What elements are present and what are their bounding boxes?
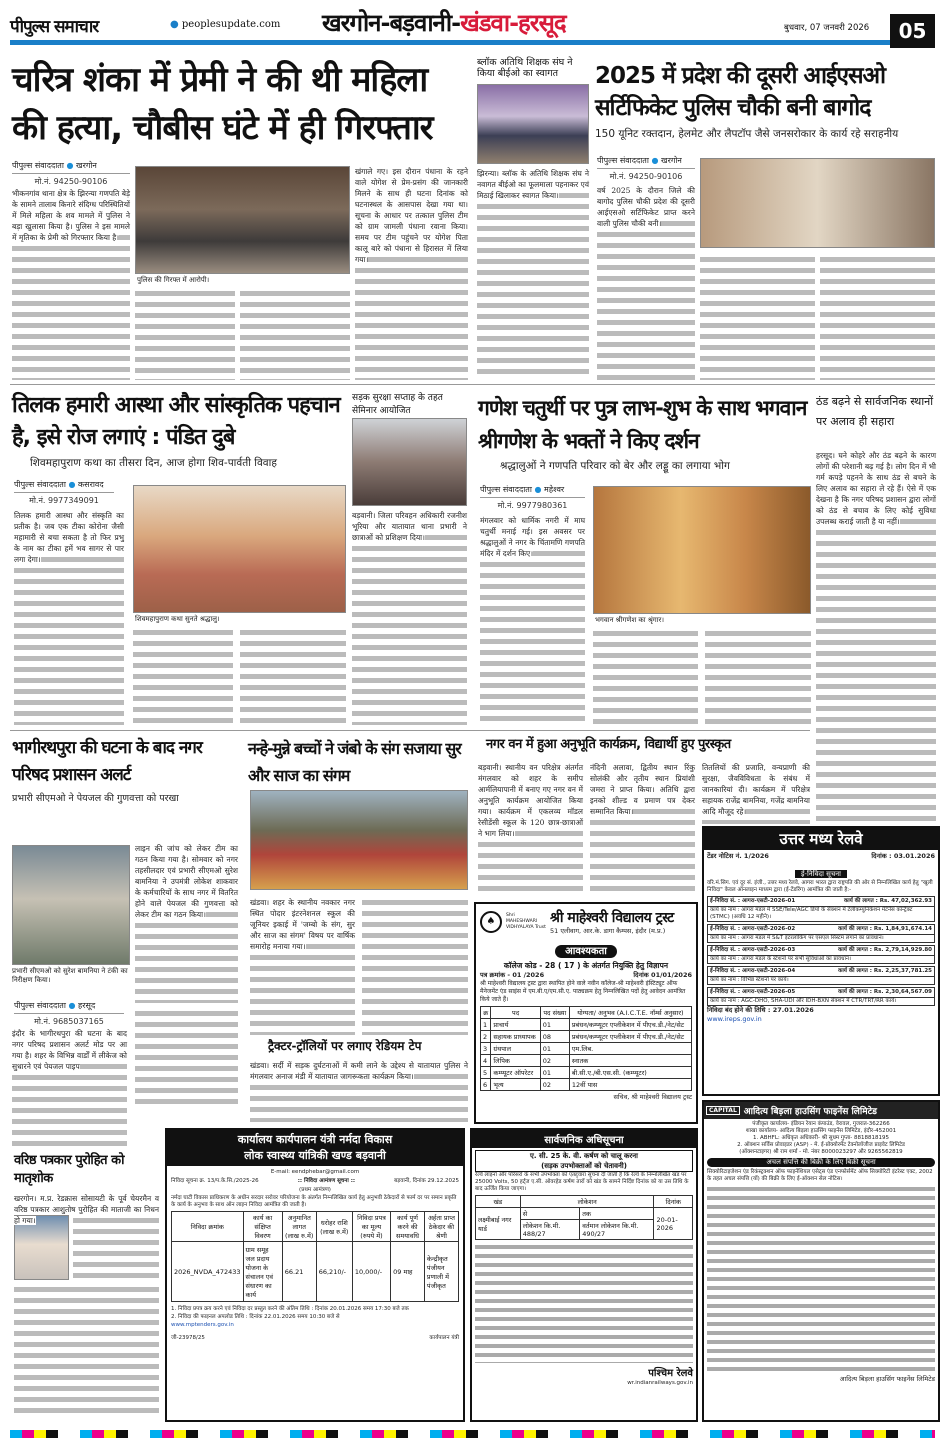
tender-item bbox=[707, 987, 935, 1006]
cell: 01 bbox=[540, 1043, 569, 1055]
divider bbox=[10, 730, 810, 731]
tender-number: ई-निविदा सं. : आगरा-एसटी-2026-01 bbox=[710, 898, 796, 904]
ad-website[interactable]: wr.indianrailways.gov.in bbox=[627, 1380, 693, 1386]
cell: 2 bbox=[481, 1031, 491, 1043]
tender-cost: कार्य की लागत : Rs. 47,02,362.93 bbox=[844, 898, 932, 904]
story-headline: नन्हे-मुन्ने बच्चों ने जंबो के संग सजाया सुर और साज का संगम bbox=[248, 739, 461, 785]
mobile: मो.नं. 94250-90106 bbox=[34, 177, 108, 186]
story-subhead: प्रभारी सीएमओ ने पेयजल की गुणवत्ता को परखा bbox=[12, 793, 179, 804]
tender-cost: कार्य की लागत : Rs. 2,79,14,929.80 bbox=[838, 947, 932, 953]
cell: ग्राम समूह जल प्रदाय योजना के संचालन एवं संधारण का कार्य bbox=[243, 1242, 282, 1302]
col-header: धरोहर राशि (लाख रु.में) bbox=[316, 1212, 352, 1242]
ad-body: नर्मदा घाटी विकास प्राधिकरण के अधीन सरदार सरोवर परियोजना के अंतर्गत निम्नलिखित कार्य हेतु अनुभवी ठेकेदारों से फार्म दर पर समान प्रकृति के कार्य के अनुभव के साथ ऑन लाइन निविदा आमंत्रित की जाती है। bbox=[171, 1195, 457, 1208]
col-header: योग्यता/ अनुभव (A.I.C.T.E. नॉर्म्स अनुसार) bbox=[569, 1007, 691, 1019]
ad-date: दिनांक : 03.01.2026 bbox=[871, 852, 935, 860]
ad-email[interactable]: E-mail: eendphebar@gmail.com bbox=[270, 1169, 360, 1175]
ad-title: श्री माहेश्वरी विद्यालय ट्रस्ट bbox=[550, 910, 674, 926]
police-post-photo bbox=[700, 158, 935, 248]
tender-work: कार्य का नाम : आगरा मंडल में S&T इंटरलॉकिंग पर एसएल सिस्टम लगाने का प्रावधान। bbox=[710, 935, 884, 941]
reporter: पीपुल्स संवाददाता bbox=[597, 156, 649, 165]
story-headline: सड़क सुरक्षा सप्ताह के तहत सेमिनार आयोजित bbox=[352, 393, 443, 416]
ad-signature: आदित्य बिड़ला हाउसिंग फाइनेंस लिमिटेड bbox=[839, 1375, 935, 1383]
mobile: मो.नं. 94250-90106 bbox=[609, 172, 683, 181]
welcome-photo bbox=[477, 84, 589, 164]
mobile: मो.नं. 9685037165 bbox=[34, 1017, 104, 1026]
tender-work: कार्य का नाम : आगरा मंडल के स्टेशनों पर सभी सुविधाओं का प्रावधान। bbox=[710, 956, 852, 962]
reporter: पीपुल्स संवाददाता bbox=[480, 485, 532, 494]
story-body bbox=[135, 288, 235, 380]
trust-logo-icon: ♠ bbox=[480, 911, 502, 933]
header-rule bbox=[10, 40, 890, 45]
cell: लोकेशन कि.मी. 488/27 bbox=[520, 1220, 579, 1240]
cell: लक्ष्मीबाई नगर यार्ड bbox=[476, 1208, 521, 1240]
ad-brand: पश्चिम रेलवे bbox=[648, 1368, 693, 1379]
ad-contact: 1. ABHFL: अधिकृत अधिकारी- श्री सुधम गुप्ता- 8818818195 bbox=[753, 1135, 889, 1141]
cell: 1 bbox=[481, 1019, 491, 1031]
story-subhead: 150 यूनिट रक्तदान, हेलमेट और लैपटॉप जैसे जनसरोकार के कार्य रहे सराहनीय bbox=[595, 128, 899, 140]
col-header: अर्हता प्राप्त ठेकेदार की श्रेणी bbox=[424, 1212, 458, 1242]
ad-banner: आवश्यकता bbox=[555, 945, 617, 958]
cell: 3 bbox=[481, 1043, 491, 1055]
story-body: मंगलवार को धार्मिक नगरी में माघ चतुर्थी मनाई गई। इस अवसर पर श्रद्धालुओं ने नगर के चिंतामणि गणपति मंदिर में दर्शन किए। bbox=[480, 515, 585, 725]
byline: पीपुल्स संवाददाता ● खरगोन मो.नं. 94250-90106 bbox=[12, 160, 130, 187]
seminar-photo bbox=[352, 418, 467, 506]
tender-cost: कार्य की लागत : Rs. 1,84,91,674.14 bbox=[838, 926, 932, 932]
story-body bbox=[820, 254, 935, 380]
tender-number: ई-निविदा सं. : आगरा-एसटी-2026-04 bbox=[710, 968, 796, 974]
ad-north-central-railway bbox=[702, 826, 940, 1096]
tender-item bbox=[707, 966, 935, 985]
story-headline: 2025 में प्रदेश की दूसरी आईएसओ सर्टिफिकेट पुलिस चौकी बनी बागोद bbox=[595, 63, 886, 121]
ad-banner: अचल संपत्ति की बिक्री के लिए बिक्री सूचना bbox=[707, 1158, 935, 1167]
cell: 02 bbox=[540, 1079, 569, 1091]
table-row bbox=[481, 1079, 692, 1091]
cell: प्राचार्य bbox=[491, 1019, 540, 1031]
globe-icon: ● bbox=[170, 19, 182, 30]
table-row bbox=[481, 1019, 692, 1031]
ad-title-2: लोक स्वास्थ्य यांत्रिकी खण्ड बड़वानी bbox=[244, 1149, 386, 1162]
section-table bbox=[475, 1195, 693, 1240]
story-body: नंदिनी अलावा, द्वितीय स्थान रिंकु सोलंकी और तृतीय स्थान प्रियांशी जमरा ने प्राप्त किया। अतिथि द्वारा इनको शील्ड व प्रमाण पत्र देकर सम्मानित किया। bbox=[590, 762, 695, 894]
reporter: पीपुल्स संवाददाता bbox=[14, 1001, 66, 1010]
col-header: लोकेशन bbox=[520, 1196, 654, 1208]
tender-cost: कार्य की लागत : Rs. 2,30,64,567.09 bbox=[838, 989, 932, 995]
issue-date: बुधवार, 07 जनवरी 2026 bbox=[784, 23, 870, 33]
section-title-black: खरगोन-बड़वानी- bbox=[322, 9, 461, 37]
ad-aditya-birla bbox=[702, 1100, 940, 1422]
story-headline: चरित्र शंका में प्रेमी ने की थी महिला की हत्या, चौबीस घंटे में ही गिरफ्तार bbox=[12, 60, 433, 148]
story-body: तितलियों की प्रजाति, वन्यप्राणी की सुरक्षा, जैवविविधता के संबंध में जानकारियां दी। कार्यक्रम में परिक्षेत्र सहायक राजेंद्र बामनिया, गजेंद्र बामनिया आदि मौजूद रहे। bbox=[702, 762, 810, 824]
story-body: बड़वानी। स्थानीय वन परिक्षेत्र अंतर्गत मंगलवार को शहर के समीप आर्मलियापानी में बनाए गए नगर वन में अनुभूति कार्यक्रम आयोजित किया गया। कार्यक्रम में एकलव्य मॉडल रेसीडेंसी स्कूल के 120 छात्र-छात्राओं ने भाग लिया। bbox=[478, 762, 583, 894]
col-header: कार्य का संक्षिप्त विवरण bbox=[243, 1212, 282, 1242]
col-header: निविदा प्रपत्र का मूल्य (रुपये में) bbox=[352, 1212, 390, 1242]
story-body: खंडवा। शहर के स्थानीय नवकार नगर स्थित पोदार इंटरनेशनल स्कूल की जूनियर इकाई में 'जम्बो के संग, सुर और साज का संगम' विषय पर वार्षिक समारोह मनाया गया। bbox=[250, 897, 355, 1035]
ad-subtitle: ए. सी. 25 के. वी. कर्षण को चालू करना bbox=[530, 1152, 638, 1160]
ad-footer: निविदा बंद होने की तिथि : 27.01.2026 bbox=[707, 1006, 814, 1014]
story-headline: ठंड बढ़ने से सार्वजनिक स्थानों पर अलाव ही सहारा bbox=[816, 395, 934, 428]
place: हरसूद bbox=[78, 1001, 96, 1010]
ad-notice: :: निविदा आमंत्रण सूचना :: bbox=[297, 1178, 356, 1184]
story-headline: तिलक हमारी आस्था और सांस्कृतिक पहचान है, इसे रोज लगाएं : पंडित दुबे bbox=[12, 393, 340, 450]
ad-body: सिक्योरिटाइजेशन एंड रिकंस्ट्रक्शन ऑफ फाइनेंशियल एसेट्स एंड एनफोर्समेंट ऑफ सिक्योरिटी इंटरेस्ट एक्ट, 2002 के तहत अचल संपत्ति (यों) की बिक्री के लिए ई-ऑक्शन सेल नोटिस। bbox=[707, 1169, 933, 1182]
story-body: वर्ष 2025 के दौरान जिले की बागोद पुलिस चौकी प्रदेश की दूसरी आईएसओ सर्टिफिकेट प्राप्त करने वाली पुलिस चौकी बनी। bbox=[597, 185, 695, 380]
cell: 08 bbox=[540, 1031, 569, 1043]
page-number: 05 bbox=[890, 14, 935, 48]
ganesh-photo bbox=[593, 486, 811, 614]
story-subhead: शिवमहापुराण कथा का तीसरा दिन, आज होगा शिव-पार्वती विवाह bbox=[30, 457, 277, 469]
cell: 09 माह bbox=[391, 1242, 425, 1302]
col-header: अनुमानित लागत (लाख रु.में) bbox=[282, 1212, 316, 1242]
photo-caption: शिवमहापुराण कथा सुनते श्रद्धालु। bbox=[135, 615, 220, 623]
story-body bbox=[133, 627, 233, 725]
tender-item bbox=[707, 945, 935, 964]
cell: तक bbox=[580, 1208, 654, 1220]
arrest-photo bbox=[135, 166, 350, 274]
cell: प्रबंधन/कम्प्यूटर एप्लीकेशन में पीएच.डी./नेट/सेट bbox=[569, 1019, 691, 1031]
birla-logo: CAPITAL bbox=[706, 1106, 740, 1115]
col-header: कार्य पूर्ण करने की समयावधि bbox=[391, 1212, 425, 1242]
ad-address: 51 एलीवाग, आर.के. डागा कैम्पस, इंदौर (म.प्र.) bbox=[550, 927, 666, 935]
divider bbox=[10, 384, 935, 385]
story-body bbox=[593, 628, 698, 725]
reporter: पीपुल्स संवाददाता bbox=[12, 161, 64, 170]
col-header: क्र bbox=[481, 1007, 491, 1019]
col-header: दिनांक bbox=[654, 1196, 693, 1208]
ad-contact: (ऑक्शनटाइगर) श्री राम शर्मा - मो. नंबर 8000023297 और 9265562819 bbox=[739, 1149, 903, 1155]
ad-ref: पत्र क्रमांक - 01 /2026 bbox=[480, 971, 545, 979]
story-subhead: श्रद्धालुओं ने गणपति परिवार को बेर और लड्डू का लगाया भोग bbox=[500, 460, 730, 472]
story-body bbox=[705, 628, 811, 725]
story-body bbox=[73, 1215, 159, 1280]
tender-number: ई-निविदा सं. : आगरा-एसटी-2026-03 bbox=[710, 947, 796, 953]
tender-work: कार्य का नाम : AGC-DHO, SHA-UDI और IDH-BXN सेक्शन में CTR/TRT/RR कार्य। bbox=[710, 998, 897, 1004]
photo-caption: पुलिस की गिरफ्त में आरोपी। bbox=[137, 276, 210, 284]
katha-photo bbox=[133, 485, 346, 613]
place: खरगोन bbox=[661, 156, 682, 165]
story-body bbox=[240, 288, 350, 380]
story-headline: गणेश चतुर्थी पर पुत्र लाभ-शुभ के साथ भगवान श्रीगणेश के भक्तों ने किए दर्शन bbox=[478, 396, 807, 453]
story-body bbox=[362, 897, 468, 1035]
cell: कम्प्यूटर ऑपरेटर bbox=[491, 1067, 540, 1079]
story-body bbox=[14, 1284, 159, 1419]
story-headline: भागीरथपुरा की घटना के बाद नगर परिषद प्रशासन अलर्ट bbox=[12, 738, 202, 785]
tender-item bbox=[707, 924, 935, 943]
tender-table bbox=[171, 1211, 459, 1302]
story-body: बड़वानी। जिला परिवहन अधिकारी रजनीश भूरिया और यातायात थाना प्रभारी ने छात्राओं को प्रशिक्षण दिया। bbox=[352, 510, 467, 725]
ad-fine-print bbox=[475, 1243, 693, 1363]
cell: भृत्य bbox=[491, 1079, 540, 1091]
col-header: पद संख्या bbox=[540, 1007, 569, 1019]
tender-item bbox=[707, 896, 935, 922]
story-headline: ब्लॉक अतिथि शिक्षक संघ ने किया बीईओ का स्वागत bbox=[477, 57, 573, 79]
table-row bbox=[481, 1055, 692, 1067]
story-body: हरसूद। घने कोहरे और ठंड बढ़ने के कारण लोगों की परेशानी बढ़ गई है। लोग दिन में भी गर्म कपड़े पहनने के साथ ठंड से बचने के लिए अलाव का सहारा ले रहे हैं। ऐसे में एक देखना है कि नगर परिषद प्रशासन द्वारा लोगों को ठंड से बचाव के लिए कोई सुविधा उपलब्ध कराई जाती है या नहीं। bbox=[816, 450, 936, 840]
ad-date: बड़वानी, दिनांक 29.12.2025 bbox=[394, 1178, 459, 1184]
ad-signature: कार्यपालन यंत्री bbox=[429, 1335, 459, 1341]
section-title-red: खंडवा-हरसूद bbox=[460, 9, 566, 37]
color-registration-bar bbox=[10, 1430, 935, 1438]
cell: लिपिक bbox=[491, 1055, 540, 1067]
masthead-logo[interactable]: पीपुल्स समाचार bbox=[10, 17, 99, 37]
cell: प्रबंधन/कम्प्यूटर एप्लीकेशन में पीएच.डी./नेट/सेट bbox=[569, 1031, 691, 1043]
story-body bbox=[135, 1008, 238, 1108]
cell: 10,000/- bbox=[352, 1242, 390, 1302]
table-row bbox=[481, 1031, 692, 1043]
cell: 66,210/- bbox=[316, 1242, 352, 1302]
story-headline: नगर वन में हुआ अनुभूति कार्यक्रम, विद्यार्थी हुए पुरस्कृत bbox=[486, 737, 731, 752]
ad-title: कार्यालय कार्यपालन यंत्री नर्मदा विकास bbox=[237, 1133, 393, 1146]
story-headline: ट्रैक्टर-ट्रॉलियों पर लगाए रेडियम टेप bbox=[268, 1039, 422, 1053]
ad-website[interactable]: www.ireps.gov.in bbox=[707, 1015, 762, 1023]
col-header: खंड bbox=[476, 1196, 521, 1208]
ad-kind: (प्रथम आमंत्रण) bbox=[299, 1187, 331, 1193]
website-link[interactable]: ● peoplesupdate.com bbox=[170, 19, 281, 30]
tender-number: ई-निविदा सं. : आगरा-एसटी-2026-05 bbox=[710, 989, 796, 995]
ad-fine-print bbox=[707, 1185, 935, 1375]
story-body bbox=[240, 627, 346, 725]
ad-branch: शाखा कार्यालय- आदित्य बिड़ला हाउसिंग फाइनेंस लिमिटेड, इंदौर-452001 bbox=[745, 1128, 897, 1134]
section-title bbox=[322, 10, 566, 38]
tender-work: कार्य का नाम : विभिन्न स्टेशनों पर कार्य। bbox=[710, 977, 789, 983]
tender-number: ई-निविदा सं. : आगरा-एसटी-2026-02 bbox=[710, 926, 796, 932]
vacancy-table bbox=[480, 1006, 692, 1091]
cell: एम.लिब. bbox=[569, 1043, 691, 1055]
place: खरगोन bbox=[76, 161, 97, 170]
cell: 4 bbox=[481, 1055, 491, 1067]
tender-cost: कार्य की लागत : Rs. 2,25,37,781.25 bbox=[838, 968, 932, 974]
ad-note: 1. निविदा प्रपत्र क्रय करने एवं निविदा दर प्रस्तुत करने की अंतिम तिथि : दिनांक 20.01.2026 समय 17:30 बजे तक bbox=[171, 1306, 409, 1312]
cell: केन्द्रीकृत पंजीयन प्रणाली में पंजीकृत bbox=[424, 1242, 458, 1302]
ad-body: रेल्वे लाइनों और परिसरों के सभी उपभोक्ता को एतद्द्वारा सूचना दी जाती है कि रेल्वे के निम्नलिखित खंड पर 25000 Volts, 50 हर्ट्ज ए.सी. ओवरहेड कर्षण तारों को खंड के सामने निर्दिष्ट दिनांक को या उस तिथि के बाद ऊर्जित किया जाएगा। bbox=[475, 1172, 689, 1192]
ad-title: आदित्य बिड़ला हाउसिंग फाइनेंस लिमिटेड bbox=[743, 1107, 877, 1117]
cell: 20-01-2026 bbox=[654, 1208, 693, 1240]
ad-subtitle: कॉलेज कोड - 28 ( 17 ) के अंतर्गत नियुक्ति हेतु विज्ञापन bbox=[503, 961, 669, 970]
ad-office: पंजीकृत कार्यालय- इंडियन रेयान कंपाउंड, वेरावल, गुजरात-362266 bbox=[752, 1121, 890, 1127]
reporter: पीपुल्स संवाददाता bbox=[14, 480, 66, 489]
cell: से bbox=[520, 1208, 579, 1220]
byline: पीपुल्स संवाददाता ● हरसूद मो.नं. 9685037165 bbox=[14, 1000, 124, 1027]
ad-narmada-vikas bbox=[165, 1128, 465, 1422]
cell: 12वीं पास bbox=[569, 1079, 691, 1091]
ad-maheshwari-trust bbox=[474, 902, 698, 1124]
ad-website[interactable]: www.mptenders.gov.in bbox=[171, 1322, 234, 1328]
cell: 5 bbox=[481, 1067, 491, 1079]
cell: 2026_NVDA_472433 bbox=[172, 1242, 244, 1302]
cell: बी.सी.ए./बी.एस.सी. (कम्प्यूटर) bbox=[569, 1067, 691, 1079]
ad-body: श्री माहेश्वरी विद्यालय ट्रस्ट द्वारा स्थापित होने वाले नवीन कॉलेज-श्री माहेश्वरी इंस्टिट्यूट ऑफ मैनेजमेंट एंड साइंस में एम.बी.ए/एम.सी.ए. पाठ्यक्रम हेतु निम्नलिखित पदों हेतु आवेदन आमंत्रित किये जाते हैं। bbox=[480, 980, 686, 1003]
ad-ref: निविदा सूचना क्र. 13/प.के.सि./2025-26 bbox=[171, 1178, 259, 1184]
cell: वर्तमान लोकेशन कि.मी. 490/27 bbox=[580, 1220, 654, 1240]
story-headline: वरिष्ठ पत्रकार पुरोहित को मातृशोक bbox=[14, 1153, 124, 1186]
cell: 02 bbox=[540, 1055, 569, 1067]
byline: पीपुल्स संवाददाता ● कसरावद मो.नं. 9977349091 bbox=[14, 479, 114, 506]
ad-banner: ई-निविदा सूचना bbox=[795, 870, 847, 878]
col-header: निविदा क्रमांक bbox=[172, 1212, 244, 1242]
story-body: खंगाले गए। इस दौरान पंधाना के रहने वाले योगेश से प्रेम-प्रसंग की जानकारी मिलने के साथ ही घटना दिनांक को घटनास्थल के आसपास देखा गया था। सूचना के आधार पर तत्काल पुलिस टीम को ग्राम जामली पंधाना रवाना किया। समय पर टीम पहुंचने पर योगेश पिता कालू बारे को पंधाना से हिरासत में लिया गया। bbox=[355, 166, 468, 380]
mobile: मो.नं. 9977980361 bbox=[497, 501, 568, 510]
story-body bbox=[700, 254, 815, 380]
story-body: झिरन्या। ब्लॉक के अतिथि शिक्षक संघ ने नवागत बीईओ का फूलमाला पहनाकर एवं मिठाई खिलाकर स्वागत किया। bbox=[477, 168, 589, 380]
mobile: मो.नं. 9977349091 bbox=[29, 496, 99, 505]
water-tank-photo bbox=[12, 845, 130, 965]
ad-note: 2. निविदा की फाइनल अपलोड तिथि : दिनांक 22.01.2026 समय 10:30 बजे से bbox=[171, 1314, 340, 1320]
table-row bbox=[481, 1067, 692, 1079]
tender-work: कार्य का नाम : आगरा मंडल में SSE/Tele/AGC डिपो के सेक्शन में टेलीकम्युनिकेशन मेंटेनेंस कॉन्ट्रैक्ट (STMC) (अवधि 12 महीने)। bbox=[710, 907, 913, 920]
ad-title: उत्तर मध्य रेलवे bbox=[704, 828, 938, 850]
story-body: भीकनगांव थाना क्षेत्र के झिरन्या गणपति बेड़े के सामने तालाब किनारे संदिग्ध परिस्थितियों में मिले महिला के शव मामले में पुलिस ने बड़ा खुलासा किया है। पुलिस ने इस मामले में मृतिका के प्रेमी को गिरफ्तार किया है। bbox=[12, 188, 130, 380]
place: महेश्वर bbox=[544, 485, 565, 494]
tender-notice: टेंडर नोटिस नं. 1/2026 bbox=[707, 852, 769, 860]
cell: 6 bbox=[481, 1079, 491, 1091]
photo-caption: प्रभारी सीएमओ को सुरेश बामनिया ने टंकी का निरीक्षण किया। bbox=[12, 967, 132, 985]
trust-short-name: Shri MAHESHWARI VIDHYALAYA Trust bbox=[506, 913, 546, 930]
photo-caption: भगवान श्रीगणेश का श्रृंगार। bbox=[595, 616, 665, 624]
ad-date: दिनांक 01/01/2026 bbox=[633, 971, 692, 979]
ad-title: सार्वजनिक अधिसूचना bbox=[472, 1130, 696, 1148]
cell: ग्रंथपाल bbox=[491, 1043, 540, 1055]
ad-warning: (सड़क उपभोक्ताओं को चेतावनी) bbox=[541, 1162, 627, 1170]
cell: 01 bbox=[540, 1019, 569, 1031]
cell: 66.21 bbox=[282, 1242, 316, 1302]
table-row bbox=[481, 1043, 692, 1055]
col-header: पद bbox=[491, 1007, 540, 1019]
byline: पीपुल्स संवाददाता ● खरगोन मो.नं. 94250-90106 bbox=[597, 155, 695, 182]
ad-signature: सचिव, श्री माहेश्वरी विद्यालय ट्रस्ट bbox=[613, 1093, 692, 1101]
ad-contact: 2. ऑक्शन सर्विस प्रोवाइडर (ASP) - मे. ई-प्रोक्योरमेंट टेक्नोलॉजीज प्राइवेट लिमिटेड bbox=[737, 1142, 905, 1148]
place: कसरावद bbox=[78, 480, 104, 489]
story-body: खंडवा। सर्दी में सड़क दुर्घटनाओं में कमी लाने के उद्देश्य से यातायात पुलिस ने मंगलवार अनाज मंडी में यातायात जागरूकता कार्यक्रम किया। bbox=[250, 1060, 468, 1122]
school-function-photo bbox=[250, 790, 468, 890]
cell: 01 bbox=[540, 1067, 569, 1079]
ad-western-railway bbox=[470, 1128, 698, 1422]
cell: सहायक प्राध्यापक bbox=[491, 1031, 540, 1043]
story-body: इंदौर के भागीरथपुरा की घटना के बाद नगर परिषद प्रशासन अलर्ट मोड पर आ गया है। शहर के विभिन्न वार्डों में लीकेज को सुधारने एवं पेयजल पाइप bbox=[12, 1028, 127, 1148]
ad-intro: वरि.मं.सिग. एवं दूर सं. इंजी., उत्तर मध्य रेलवे, आगरा भारत द्वारा राष्ट्रपति की ओर से निम्नलिखित कार्य हेतु "खुली निविदा" केवल ऑनलाइन माध्यम द्वारा (ई-टेंडरिंग) आमंत्रित की जाती है:- bbox=[707, 880, 933, 893]
byline: पीपुल्स संवाददाता ● महेश्वर मो.नं. 9977980361 bbox=[480, 484, 585, 511]
cell: स्नातक bbox=[569, 1055, 691, 1067]
story-body: खरगोन। म.प्र. रेडक्रास सोसायटी के पूर्व चेयरमैन व वरिष्ठ पत्रकार आशुतोष पुरोहित की माताजी का निधन हो गया। bbox=[14, 1194, 159, 1225]
story-body: लाइन की जांच को लेकर टीम का गठन किया गया है। सोमवार को नगर तहसीलदार एवं प्रभारी सीएमओ सुरेश बामनिया ने उपमंत्री लोकेश शाकवार के कर्मचारियों के साथ नगर में वितरित होने वाले पेयजल की गुणवत्ता को लेकर टीम का गठन किया। bbox=[135, 843, 238, 1003]
story-body: तिलक हमारी आस्था और संस्कृति का प्रतीक है। जब एक टीका कोरोना जैसी महामारी से बचा सकता है तो फिर प्रभु के नाम का टीका हमें भव सागर से पार लगा देगा। bbox=[14, 510, 124, 725]
ad-code: जी-23978/25 bbox=[171, 1335, 205, 1341]
